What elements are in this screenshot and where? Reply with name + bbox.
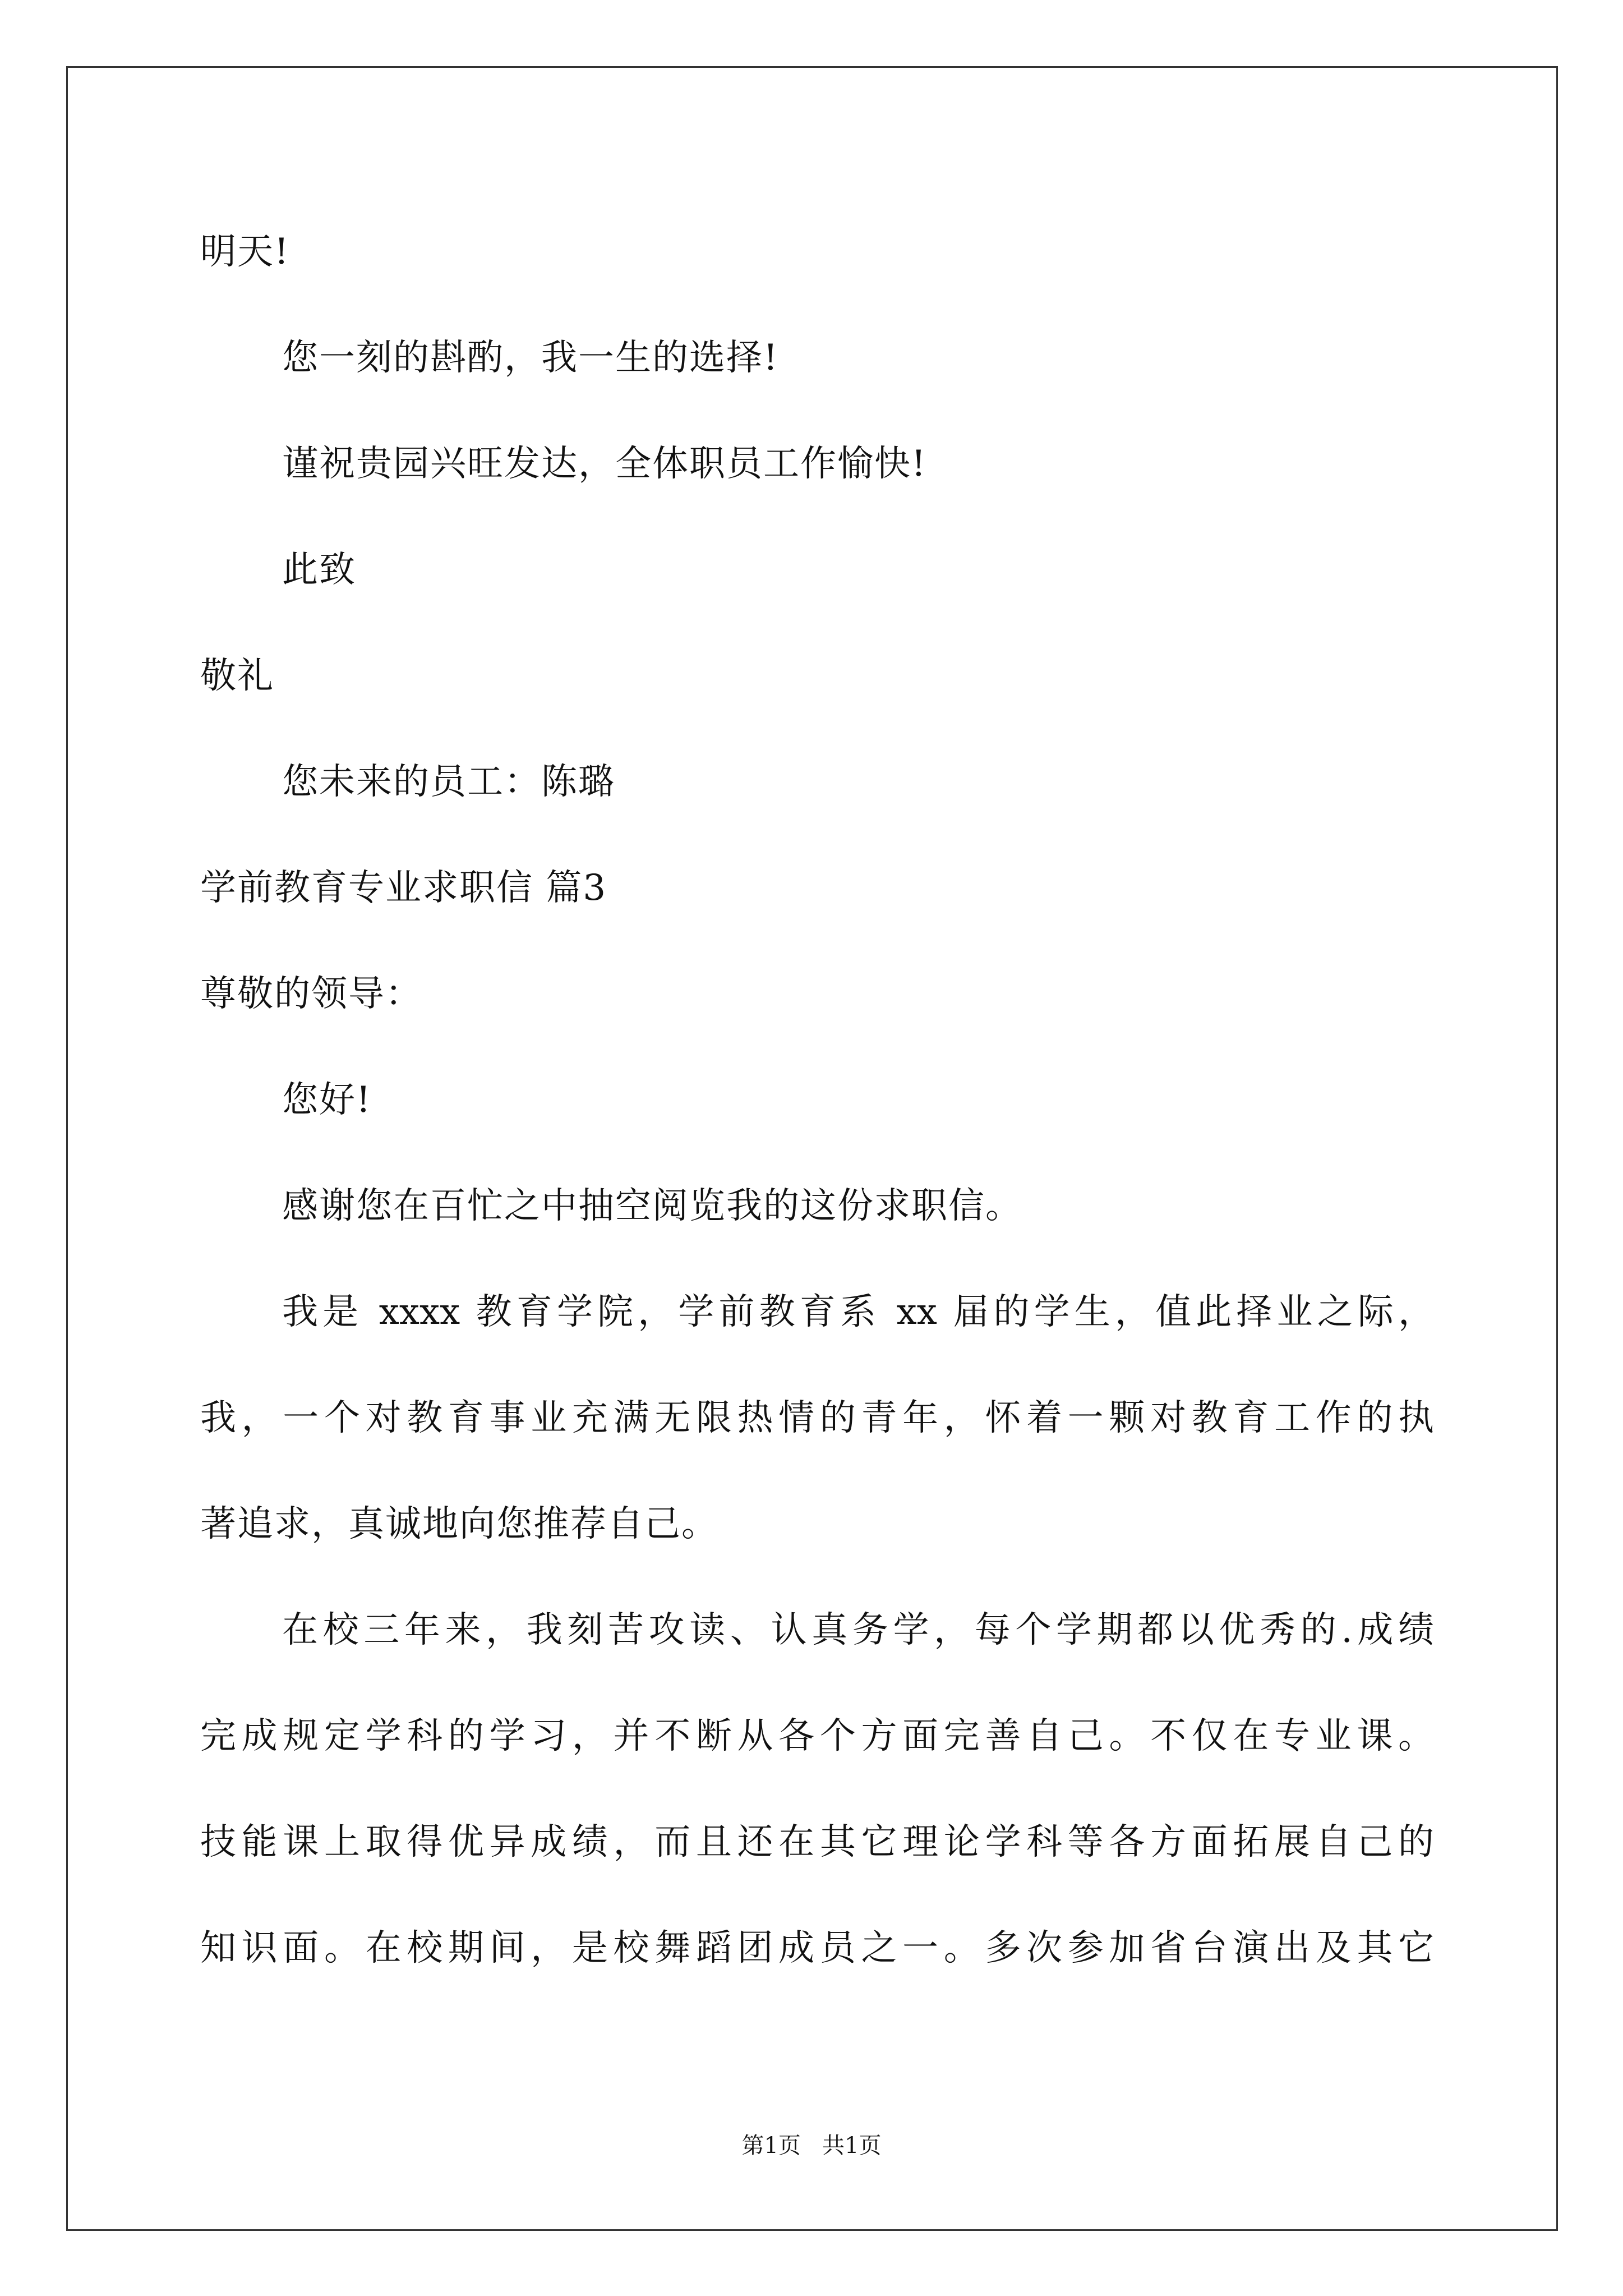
page-border xyxy=(66,66,1558,2231)
salutation-closing: 敬礼 xyxy=(200,655,274,697)
text-line-12: 我，一个对教育事业充满无限热情的青年，怀着一颗对教育工作的执 xyxy=(200,1397,1434,1439)
text-line-2: 您一刻的斟酌，我一生的选择! xyxy=(282,337,779,379)
text-line-15: 完成规定学科的学习，并不断从各个方面完善自己。不仅在专业课。 xyxy=(200,1715,1434,1757)
greeting-recipient: 尊敬的领导： xyxy=(200,973,422,1015)
text-line-14: 在校三年来，我刻苦攻读、认真务学，每个学期都以优秀的.成绩 xyxy=(282,1609,1434,1651)
greeting: 您好! xyxy=(282,1079,372,1121)
text-line-13: 著追求，真诚地向您推荐自己。 xyxy=(200,1503,718,1545)
text-line-17: 知识面。在校期间，是校舞蹈团成员之一。多次参加省台演出及其它 xyxy=(200,1927,1434,1969)
signature-line: 您未来的员工：陈璐 xyxy=(282,761,615,803)
page-footer: 第1页 共1页 xyxy=(741,2133,882,2159)
text-line-16: 技能课上取得优异成绩，而且还在其它理论学科等各方面拓展自己的 xyxy=(200,1821,1434,1863)
text-line-11: 我是 xxxx 教育学院，学前教育系 xx 届的学生，值此择业之际， xyxy=(282,1291,1434,1333)
text-line-10: 感谢您在百忙之中抽空阅览我的这份求职信。 xyxy=(282,1185,1022,1227)
text-line-3: 谨祝贵园兴旺发达，全体职员工作愉快! xyxy=(282,443,927,485)
section-heading: 学前教育专业求职信 篇3 xyxy=(200,867,607,909)
closing-phrase: 此致 xyxy=(282,549,356,591)
text-line-1: 明天! xyxy=(200,231,290,273)
